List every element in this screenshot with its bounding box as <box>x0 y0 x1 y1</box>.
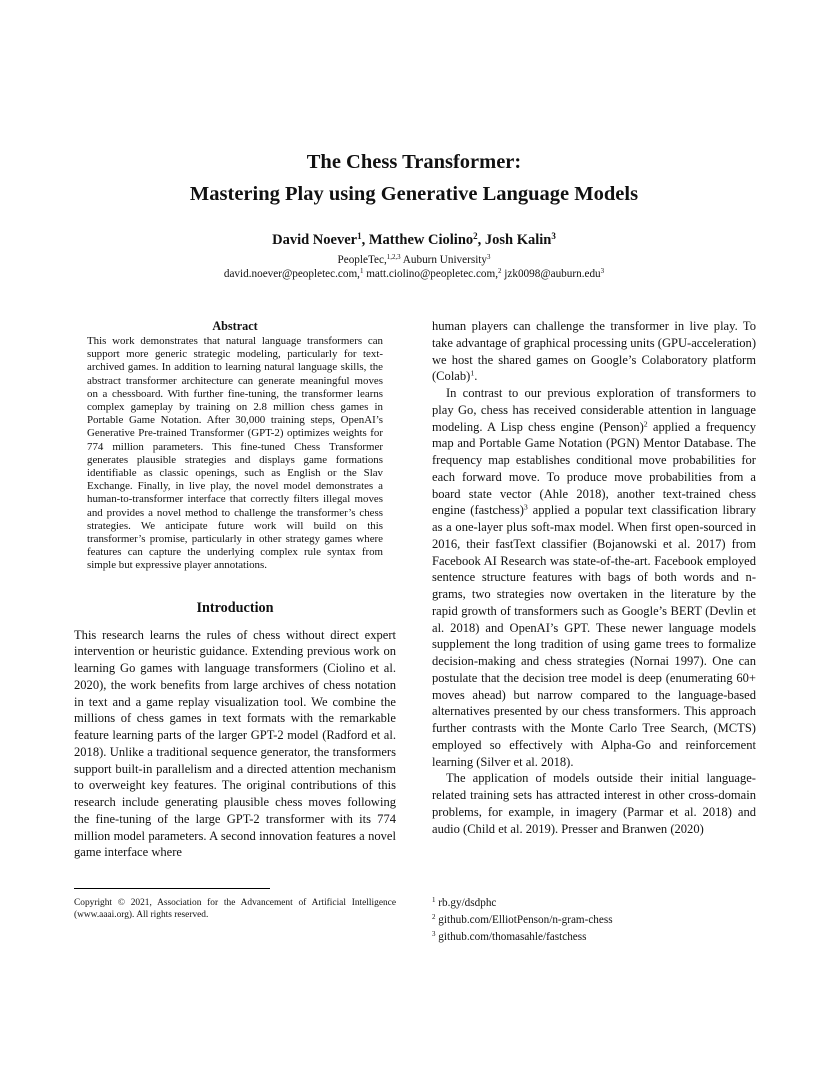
affiliations <box>0 253 828 267</box>
footnote-number: 3 <box>432 930 436 939</box>
body-text: In contrast to our previous exploration of transformers to play Go, chess has received considerable attention in language modeling. A Lisp chess engine (Penson) <box>432 386 756 434</box>
body-text: . <box>474 369 478 384</box>
body-paragraph: The application of models outside their initial language-related training sets has attracted interest in other cross-domain problems, for example, in imagery (Parmar et al. 2018) and audio (Child et al. 2019). Presser and Branwen (2020) <box>432 771 756 836</box>
abstract-text: This work demonstrates that natural language transformers can support more generic strategic modeling, particularly for text-archived games. In addition to learning natural language skills, the abstract transformer architecture can generate meaningful moves on a chessboard. With further fine-tuning, the transformer learns complex gameplay by training on 2.8 million chess games in Portable Game Notation. After 30,000 training steps, OpenAI’s Generative Pre-trained Transformer (GPT-2) optimizes weights for 774 million parameters. This fine-tuned Chess Transformer generates plausible strategies and displays game formations identifiable as classic openings, such as English or the Slav Exchange. Finally, in live play, the novel model demonstrates a human-to-transformer interface that correctly filters illegal moves and provides a novel method to challenge the transformer’s chess strategies. We anticipate future work will build on this transformer’s promise, particularly in other strategy games where features can capture the underlying complex rule syntax from simple but expressive player annotations. <box>87 335 383 572</box>
body-text: applied a popular text classification library as a one-layer plus soft-max model. When first open-sourced in 2016, their fastText classifier (Bojanowski et al. 2017) from Facebook AI Research was state-of-the-art. Facebook employed sentence structure features with bags of both words and n-grams, two strategies now overtaken in the literature by the rapid growth of transformers such as Google’s BERT (Devlin et al. 2018) and OpenAI’s GPT. These newer language models supplement the long tradition of using game trees to formalize decision-making and chess strategies (Nornai 1997). One can postulate that the decision tree model is deep (enumerating 60+ moves ahead) but narrow compared to the language-based alternatives presented by our chess transformers. This approach further contrasts with the Monte Carlo Tree Search, (MCTS) employed so effectively with Alpha-Go and reinforcement learning (Silver et al. 2018). <box>432 503 756 769</box>
affiliation-org: Auburn University <box>400 254 488 266</box>
footnote-number: 1 <box>432 896 436 905</box>
footnote-marker[interactable]: 2 <box>643 419 648 429</box>
body-text: human players can challenge the transformer in live play. To take advantage of graphical processing units (GPU-acceleration) we host the shared games on Google’s Colaboratory platform (Colab) <box>432 319 756 384</box>
author-affiliation-mark: 2 <box>473 231 478 242</box>
footnote <box>432 895 756 912</box>
footnote-rule <box>74 888 270 889</box>
author-list <box>0 230 828 250</box>
author-name: David Noever <box>272 232 358 248</box>
left-column <box>74 318 396 861</box>
footnote <box>432 912 756 929</box>
author-affiliation-mark: 3 <box>551 231 556 242</box>
body-text: applied a frequency map and Portable Game Notation (PGN) Mentor Database. The frequency map establishes conditional move probabilities for each forward move. To produce move probabilities from a board state vector (Ahle 2018), another text-trained chess engine (fastchess) <box>432 419 756 518</box>
paper-title-line-1: The Chess Transformer: <box>306 151 522 173</box>
body-paragraph <box>432 318 756 385</box>
author-name: Matthew Ciolino <box>368 232 474 248</box>
affiliation-mark: 3 <box>487 253 491 262</box>
introduction-paragraph: This research learns the rules of chess without direct expert intervention or heuristic guidance. Extending previous work on learning Go games with language transformers (Ciolino et al. 2020), the work benefits from large archives of chess notation in text and a game replay visualization tool. We combine the millions of chess games in text formats with the remarkable feature learning parts of the larger GPT-2 model (Radford et al. 2018). Unlike a traditional sequence generator, the transformers support built-in parallelism and a directed attention mechanism to overweight key features. The original contributions of this research include generating plausible chess moves following the fine-tuning of the large GPT-2 transformer with its 774 million model parameters. A second innovation features a novel game interface where <box>74 627 396 860</box>
email-link[interactable]: jzk0098@auburn.edu <box>501 268 601 280</box>
footnote-link[interactable]: github.com/thomasahle/fastchess <box>438 931 587 943</box>
footnote-marker[interactable]: 1 <box>470 368 475 378</box>
email-mark: 3 <box>600 267 605 276</box>
footnote-number: 2 <box>432 913 436 922</box>
body-paragraph <box>432 385 756 770</box>
title-block <box>0 146 828 281</box>
author-separator: , <box>361 232 369 248</box>
affiliation-mark: 1,2,3 <box>386 253 401 262</box>
abstract-heading: Abstract <box>212 319 258 333</box>
author-emails <box>0 267 828 281</box>
email-mark: 2 <box>498 267 502 276</box>
email-link[interactable]: david.noever@peopletec.com, <box>223 268 360 280</box>
footnote <box>432 929 756 946</box>
right-column <box>432 318 756 837</box>
footnotes <box>432 895 756 946</box>
author-name: Josh Kalin <box>484 232 552 248</box>
author-affiliation-mark: 1 <box>357 231 362 242</box>
email-mark: 1 <box>359 267 364 276</box>
affiliation-org: PeopleTec, <box>337 254 387 266</box>
copyright-notice: Copyright © 2021, Association for the Advancement of Artificial Intelligence (www.aaai.org). All rights reserved. <box>74 898 396 920</box>
paper-title-line-2: Mastering Play using Generative Language Models <box>189 183 639 205</box>
footnote-link[interactable]: rb.gy/dsdphc <box>438 897 497 909</box>
email-link[interactable]: matt.ciolino@peopletec.com, <box>363 268 499 280</box>
footnote-marker[interactable]: 3 <box>523 502 528 512</box>
introduction-heading: Introduction <box>196 599 274 616</box>
footnote-link[interactable]: github.com/ElliotPenson/n-gram-chess <box>438 914 613 926</box>
author-separator: , <box>477 232 485 248</box>
